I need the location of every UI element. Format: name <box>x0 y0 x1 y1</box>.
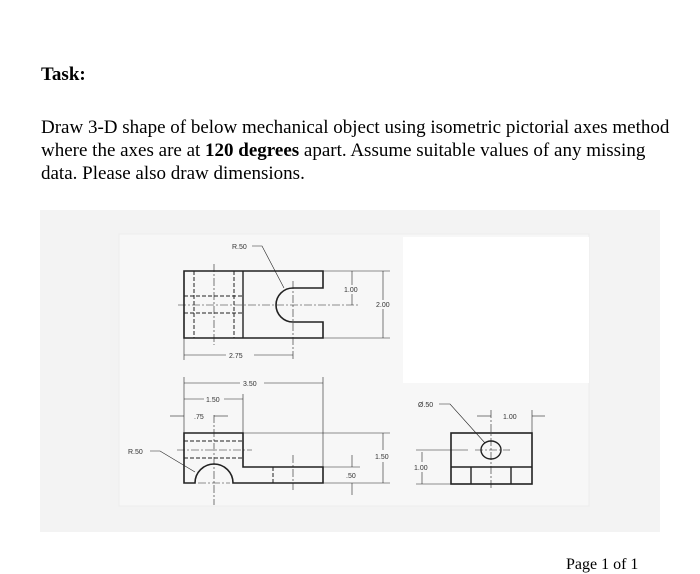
front-dim-height: 1.50 <box>375 454 389 461</box>
blank-area <box>403 237 589 383</box>
side-hole-label: Ø.50 <box>418 402 434 409</box>
task-heading: Task: <box>41 64 86 85</box>
front-dim-base: .50 <box>346 473 356 480</box>
top-dim-slot-center: 2.75 <box>229 353 243 360</box>
top-dim-slot-depth: 1.00 <box>344 287 358 294</box>
front-radius-label: R.50 <box>128 449 143 456</box>
page-number: Page 1 of 1 <box>566 556 639 573</box>
task-text-after: apart. Assume suitable values of any missing data. Please also draw dimensions. <box>41 140 646 184</box>
side-dim-hole-h: 1.00 <box>503 414 517 421</box>
task-text-before: Draw 3-D shape of below mechanical object using isometric pictorial axes method where the axes are at <box>41 117 670 161</box>
front-dim-step: 1.50 <box>206 397 220 404</box>
front-dim-arc-center: .75 <box>194 414 204 421</box>
side-dim-hole-v: 1.00 <box>414 465 428 472</box>
top-dim-width: 2.00 <box>376 302 390 309</box>
task-text-emphasis: 120 degrees <box>205 140 300 161</box>
top-radius-label: R.50 <box>232 244 247 251</box>
front-dim-length: 3.50 <box>243 381 257 388</box>
